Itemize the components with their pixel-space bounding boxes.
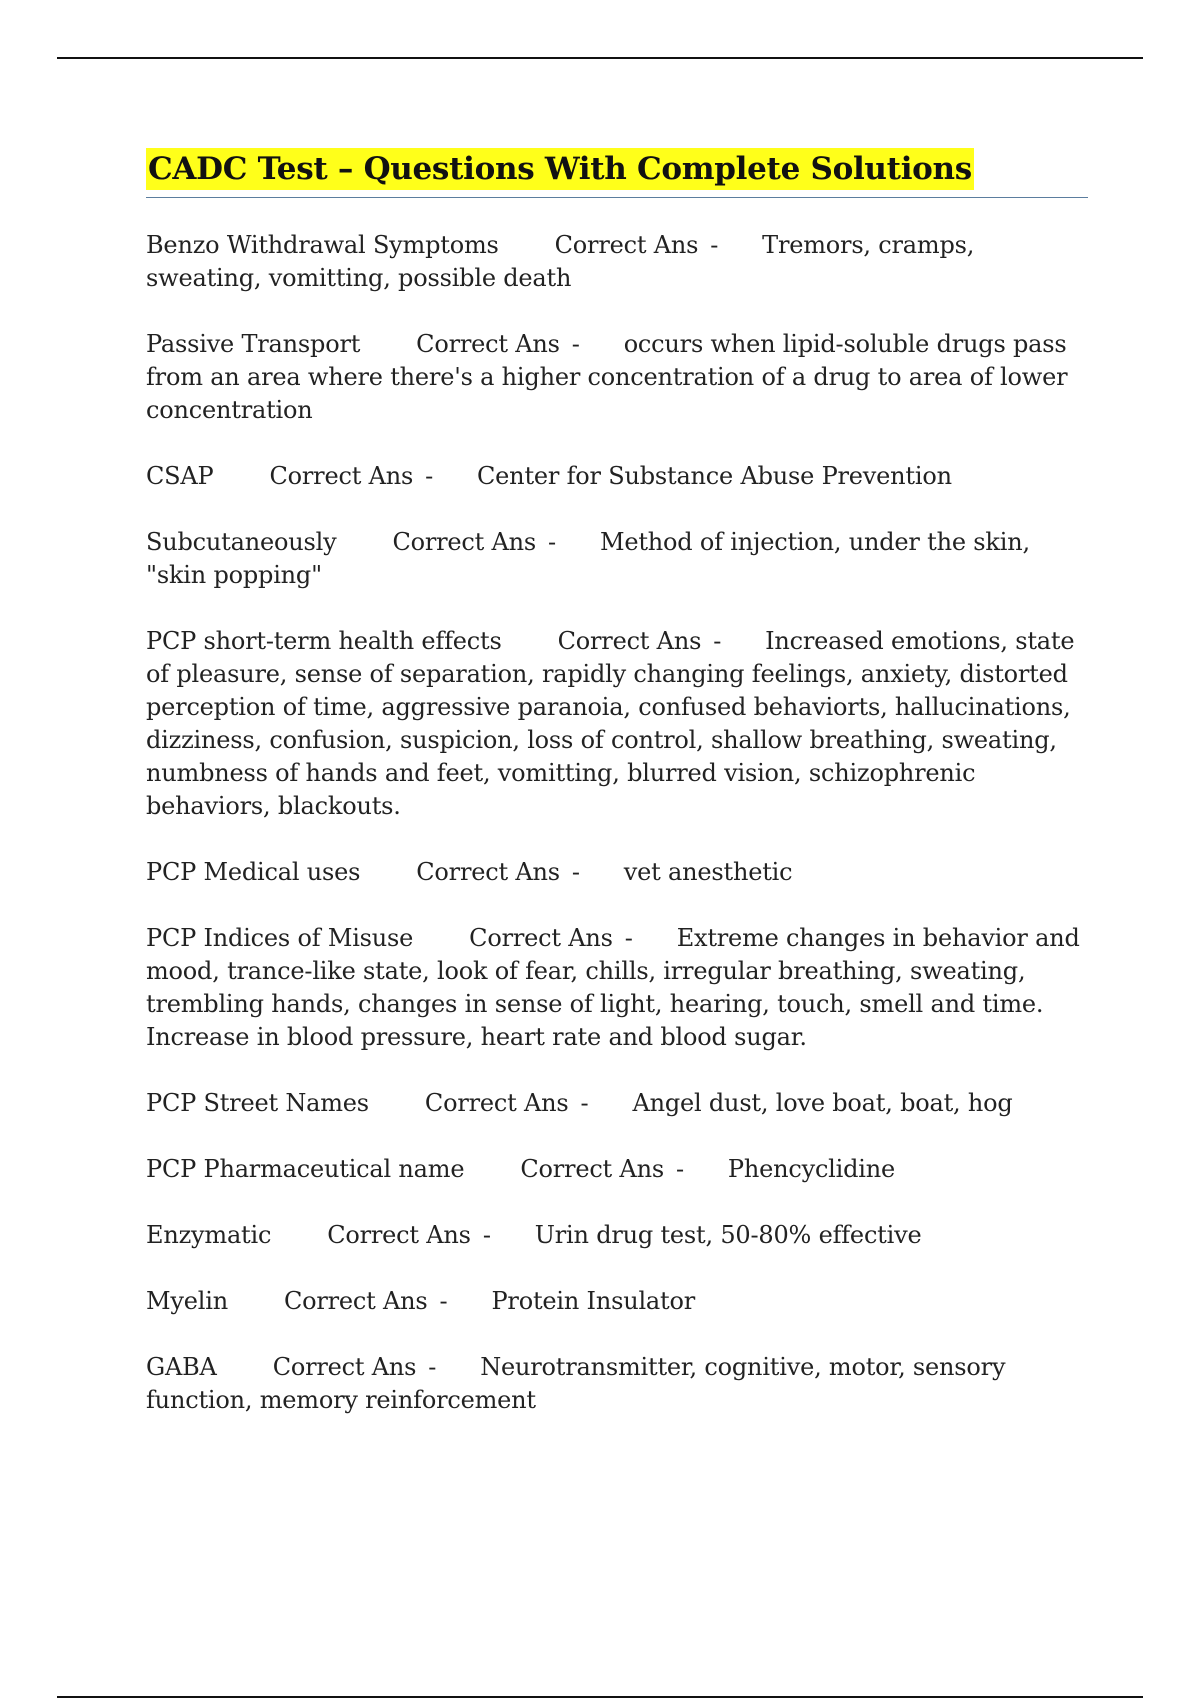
qa-item <box>146 1219 1088 1252</box>
answer-separator: - <box>482 1221 491 1249</box>
qa-answer: Neurotransmitter, cognitive, motor, sensory function, memory reinforcement <box>146 1353 1006 1414</box>
qa-list <box>146 229 1088 1417</box>
answer-separator: - <box>425 462 434 490</box>
qa-term: PCP Street Names <box>146 1089 369 1117</box>
qa-answer: Phencyclidine <box>727 1155 896 1183</box>
correct-ans-label: Correct Ans <box>272 1353 417 1381</box>
correct-ans-label: Correct Ans <box>520 1155 664 1183</box>
answer-separator: - <box>428 1353 437 1381</box>
qa-answer: vet anesthetic <box>623 858 793 886</box>
qa-answer: Protein Insulator <box>491 1287 696 1315</box>
qa-answer: Increased emotions, state of pleasure, sense of separation, rapidly changing feelings, anxiety, distorted perception of time, aggressive paranoia, confused behaviorts, hallucinations, dizziness, confusion, suspicion, loss of control, shallow breathing, sweating, numbness of hands and feet, vomitting, blurred vision, schizophrenic behaviors, blackouts. <box>146 627 1075 820</box>
top-rule <box>57 57 1143 59</box>
answer-separator: - <box>439 1287 448 1315</box>
qa-item <box>146 1153 1088 1186</box>
qa-term: PCP Medical uses <box>146 858 361 886</box>
correct-ans-label: Correct Ans <box>416 330 560 358</box>
answer-separator: - <box>624 924 633 952</box>
answer-separator: - <box>548 528 556 556</box>
qa-answer: Extreme changes in behavior and mood, trance-like state, look of fear, chills, irregular breathing, sweating, trembling hands, changes in sense of light, hearing, touch, smell and time. Increase in blood pressure, heart rate and blood sugar. <box>146 924 1080 1051</box>
qa-term: Myelin <box>146 1287 228 1315</box>
qa-item <box>146 1351 1088 1417</box>
answer-separator: - <box>571 330 580 358</box>
answer-separator: - <box>713 627 722 655</box>
correct-ans-label: Correct Ans <box>283 1287 428 1315</box>
qa-item <box>146 1285 1088 1318</box>
qa-item <box>146 625 1088 823</box>
qa-item <box>146 229 1088 295</box>
document-body <box>146 148 1088 1450</box>
qa-item <box>146 922 1088 1054</box>
title-block <box>146 148 1088 198</box>
answer-separator: - <box>580 1089 589 1117</box>
qa-item <box>146 1087 1088 1120</box>
qa-item <box>146 856 1088 889</box>
qa-term: GABA <box>146 1353 217 1381</box>
bottom-rule <box>57 1696 1143 1698</box>
answer-separator: - <box>710 231 719 259</box>
answer-separator: - <box>571 858 580 886</box>
qa-answer: Urin drug test, 50-80% effective <box>534 1221 922 1249</box>
qa-answer: Angel dust, love boat, boat, hog <box>632 1089 1013 1117</box>
qa-term: PCP short-term health effects <box>146 627 502 655</box>
correct-ans-label: Correct Ans <box>392 528 537 556</box>
qa-term: Benzo Withdrawal Symptoms <box>146 231 499 259</box>
qa-answer: Tremors, cramps, sweating, vomitting, possible death <box>146 231 975 292</box>
qa-term: Passive Transport <box>146 330 361 358</box>
qa-term: Enzymatic <box>146 1221 272 1249</box>
qa-term: Subcutaneously <box>146 528 337 556</box>
qa-term: CSAP <box>146 462 214 490</box>
qa-term: PCP Indices of Misuse <box>146 924 414 952</box>
answer-separator: - <box>675 1155 684 1183</box>
qa-answer: occurs when lipid-soluble drugs pass from an area where there's a higher concentration of a drug to area of lower concentration <box>146 330 1068 424</box>
correct-ans-label: Correct Ans <box>269 462 414 490</box>
correct-ans-label: Correct Ans <box>554 231 699 259</box>
document-title: CADC Test – Questions With Complete Solutions <box>146 148 974 190</box>
correct-ans-label: Correct Ans <box>327 1221 471 1249</box>
qa-term: PCP Pharmaceutical name <box>146 1155 465 1183</box>
qa-answer: Center for Substance Abuse Prevention <box>477 462 952 490</box>
correct-ans-label: Correct Ans <box>416 858 560 886</box>
qa-item <box>146 526 1088 592</box>
correct-ans-label: Correct Ans <box>469 924 613 952</box>
correct-ans-label: Correct Ans <box>424 1089 569 1117</box>
qa-answer: Method of injection, under the skin, "skin popping" <box>146 528 1030 589</box>
qa-item <box>146 328 1088 427</box>
qa-item <box>146 460 1088 493</box>
correct-ans-label: Correct Ans <box>557 627 702 655</box>
